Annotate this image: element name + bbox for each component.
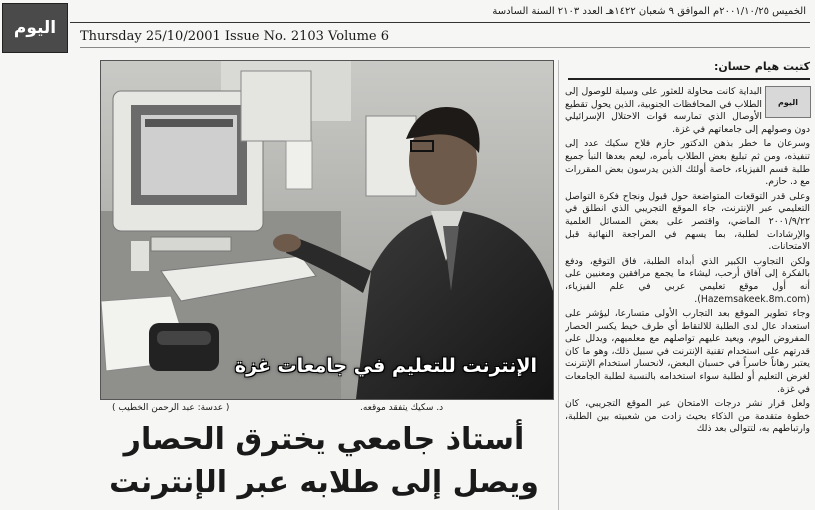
- headline: [95, 418, 553, 504]
- speaker: [131, 241, 149, 271]
- telephone-handset: [157, 331, 211, 345]
- paragraph-4: ولكن التجاوب الكبير الذي أبداه الطلبة، فاق التوقع، ودفع بالفكرة إلى آفاق أرحب، ليشاء ما يجمع مرافقين ومعنيين على أنه أول موقع تعليمي عربي في علم الفيزياء، (Hazemsakeek.8m.com).: [565, 255, 810, 305]
- column-logo: اليوم: [765, 86, 811, 118]
- byline-rule: [568, 78, 810, 80]
- article-photo: [100, 60, 554, 400]
- paragraph-2: وسرعان ما خطر بذهن الدكتور حازم فلاح سكيك عدد إلى تنفيذه، ومن ثم تبليغ بعض الطلاب بأمره، ليعم بعدها النبأ جميع طلبة قسم الفيزياء، خاصة أولئك الذين يدرسون بعض المقررات مع د. حازم.: [565, 138, 810, 188]
- byline: كتبت هيام حسان:: [713, 60, 810, 73]
- newspaper-logo: [2, 3, 68, 53]
- monitor-stand: [151, 237, 231, 251]
- arabic-dateline: الخميس ٢٠٠١/١٠/٢٥م الموافق ٩ شعبان ١٤٢٢هـ العدد ٢١٠٣ السنة السادسة: [492, 6, 806, 17]
- article-body: [565, 86, 810, 510]
- photo-overlay-caption: الإنترنت للتعليم في جامعات غزة: [234, 355, 537, 377]
- printer: [241, 71, 311, 141]
- pc-tower: [366, 116, 416, 196]
- telephone: [149, 323, 219, 371]
- paragraph-1: البداية كانت محاولة للعثور على وسيلة للوصول إلى الطلاب في المحافظات الجنوبية، الذين يحول تقطيع الأوصال الذي تمارسه قوات الاحتلال الإسرائيلي دون وصولهم إلى جامعاتهم في غزة.: [565, 86, 810, 135]
- screen-titlebar: [145, 119, 233, 127]
- logo-text: اليوم: [13, 18, 57, 38]
- column-divider: [558, 60, 559, 510]
- photo-illustration: [101, 61, 553, 399]
- dateline-rule: [80, 47, 810, 48]
- headline-line-1: أستاذ جامعي يخترق الحصار: [123, 422, 525, 457]
- desk-lamp: [286, 141, 312, 189]
- paragraph-5: وجاء تطوير الموقع بعد التجارب الأولى متسارعا، ليؤشر على استعداد عال لدى الطلبة للالتقاط أي طرف خيط يكسر الحصار المفروض اليوم، ويعيد عليهم تواصلهم مع معلميهم، ويدلل على قدرتهم على استخدام تقنية الإنترنت في سبيل ذلك، وهو ما كان يعتبر رهاناً خاسراً في حسبان البعض، لانحسار استخدام الإنترنت لغرض التعليم أو لطلبة سواء استخدامه بالنسبة لطلبة الجامعات في غزة.: [565, 308, 810, 395]
- subject-caption: د. سكيك يتفقد موقعه.: [360, 403, 444, 413]
- photo-credit: ( عدسة: عبد الرحمن الخطيب ): [112, 403, 230, 413]
- paragraph-3: وعلى قدر التوقعات المتواضعة حول قبول ونجاح فكرة التواصل التعليمي عبر الإنترنت، جاء الموقع التجريبي الذي انطلق في ٢٠٠١/٩/٢٢ الماضي، واقتصر على بعض المسائل العلمية والإرشادات لطلبة، بما يسهم في المراجعة النهائية قبل الامتحانات.: [565, 190, 810, 253]
- masthead-rule: [70, 22, 810, 23]
- hand: [273, 234, 301, 252]
- headline-line-2: ويصل إلى طلابه عبر الإنترنت: [109, 465, 539, 500]
- paragraph-6: ولعل قرار نشر درجات الامتحان عبر الموقع التجريبي، كان خطوة متقدمة من الذكاء بحيث زادت من شعبيته بين الطلبة، وارتباطهم به، لتتوالى بعد ذلك: [565, 398, 810, 435]
- english-dateline: Thursday 25/10/2001 Issue No. 2103 Volume 6: [80, 29, 390, 44]
